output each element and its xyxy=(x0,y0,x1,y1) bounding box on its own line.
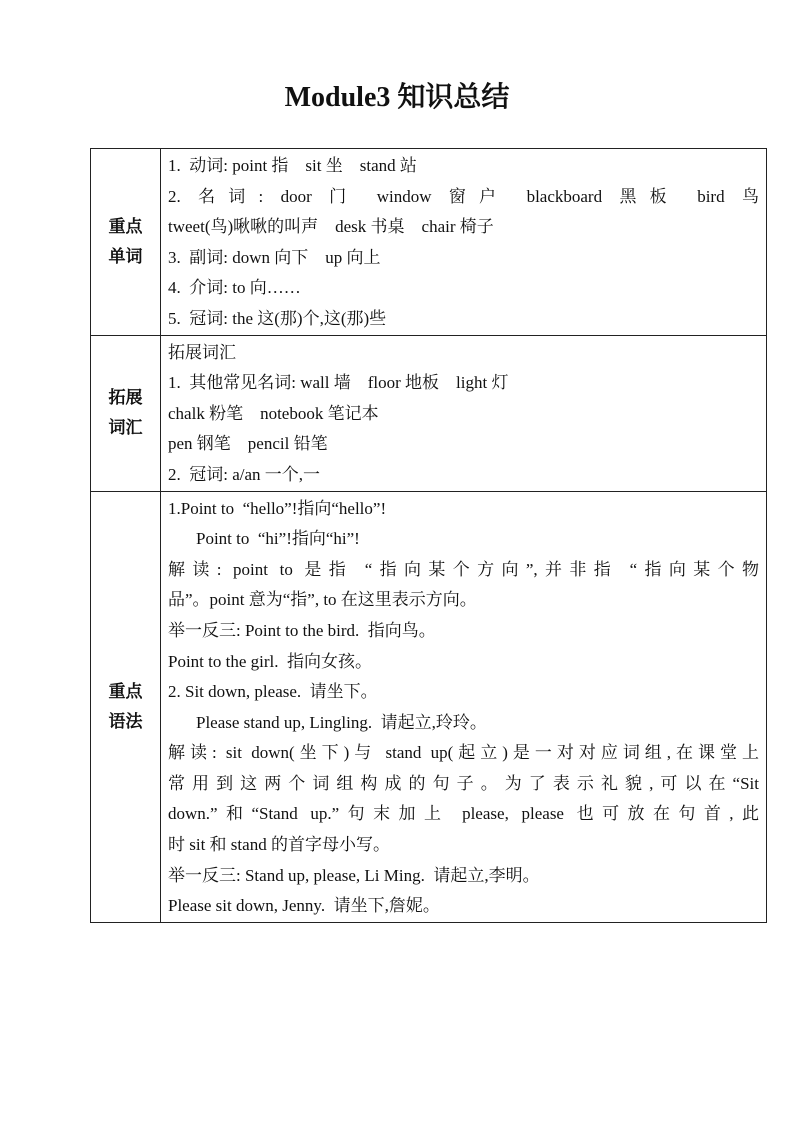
label-bottom: 词汇 xyxy=(108,418,143,439)
label-bottom: 单词 xyxy=(108,246,143,267)
content-line: 1. 动词: point 指 sit 坐 stand 站 xyxy=(168,156,417,175)
label-top: 重点 xyxy=(108,216,143,237)
section-label xyxy=(91,149,161,336)
content-line: Point to the girl. 指向女孩。 xyxy=(168,651,372,671)
content-line: 举一反三: Stand up, please, Li Ming. 请起立,李明。 xyxy=(168,865,540,885)
content-line: 2. Sit down, please. 请坐下。 xyxy=(168,682,378,702)
content-line: 解读: sit down(坐下)与 stand up(起立)是一对对应词组,在课堂上 xyxy=(168,743,759,763)
section-key-words xyxy=(91,149,767,336)
content-line: down.”和“Stand up.”句末加上 please, please 也可放在句首,此 xyxy=(168,804,759,824)
content-line: tweet(鸟)啾啾的叫声 desk 书桌 chair 椅子 xyxy=(168,217,494,237)
section-content xyxy=(161,335,767,491)
content-line: chalk 粉笔 notebook 笔记本 xyxy=(168,403,379,423)
label-bottom: 语法 xyxy=(108,711,143,732)
content-line: 1. 其他常见名词: wall 墙 floor 地板 light 灯 xyxy=(168,373,509,393)
content-line: 解读: point to 是指 “指向某个方向”,并非指 “指向某个物 xyxy=(168,559,759,579)
content-line: Point to “hi”!指向“hi”! xyxy=(196,529,360,549)
section-content xyxy=(161,149,767,336)
content-line: 品”。point 意为“指”, to 在这里表示方向。 xyxy=(168,590,477,610)
content-line: 拓展词汇 xyxy=(168,342,236,362)
content-line: pen 钢笔 pencil 铅笔 xyxy=(168,434,328,454)
content-line: 举一反三: Point to the bird. 指向鸟。 xyxy=(168,620,436,640)
content-line: 时 sit 和 stand 的首字母小写。 xyxy=(168,835,390,855)
section-extended-vocabulary xyxy=(91,335,767,491)
section-key-grammar xyxy=(91,491,767,922)
content-line: 4. 介词: to 向…… xyxy=(168,278,301,298)
content-line: 3. 副词: down 向下 up 向上 xyxy=(168,247,381,267)
content-line: Please sit down, Jenny. 请坐下,詹妮。 xyxy=(168,896,440,916)
page-title: Module3 知识总结 xyxy=(284,82,510,113)
label-top: 拓展 xyxy=(108,388,143,409)
section-label xyxy=(91,491,161,922)
content-line: 2. 名词: door 门 window 窗户 blackboard 黑板 bird 鸟 xyxy=(168,186,759,206)
content-line: 1.Point to “hello”!指向“hello”! xyxy=(168,498,387,518)
label-top: 重点 xyxy=(108,681,143,702)
content-line: 5. 冠词: the 这(那)个,这(那)些 xyxy=(168,308,387,328)
content-line: 2. 冠词: a/an 一个,一 xyxy=(168,464,321,484)
section-label xyxy=(91,335,161,491)
summary-table xyxy=(90,148,767,923)
content-line: Please stand up, Lingling. 请起立,玲玲。 xyxy=(196,712,487,732)
section-content xyxy=(161,491,767,922)
content-line: 常用到这两个词组构成的句子。为了表示礼貌,可以在“Sit xyxy=(168,773,759,793)
